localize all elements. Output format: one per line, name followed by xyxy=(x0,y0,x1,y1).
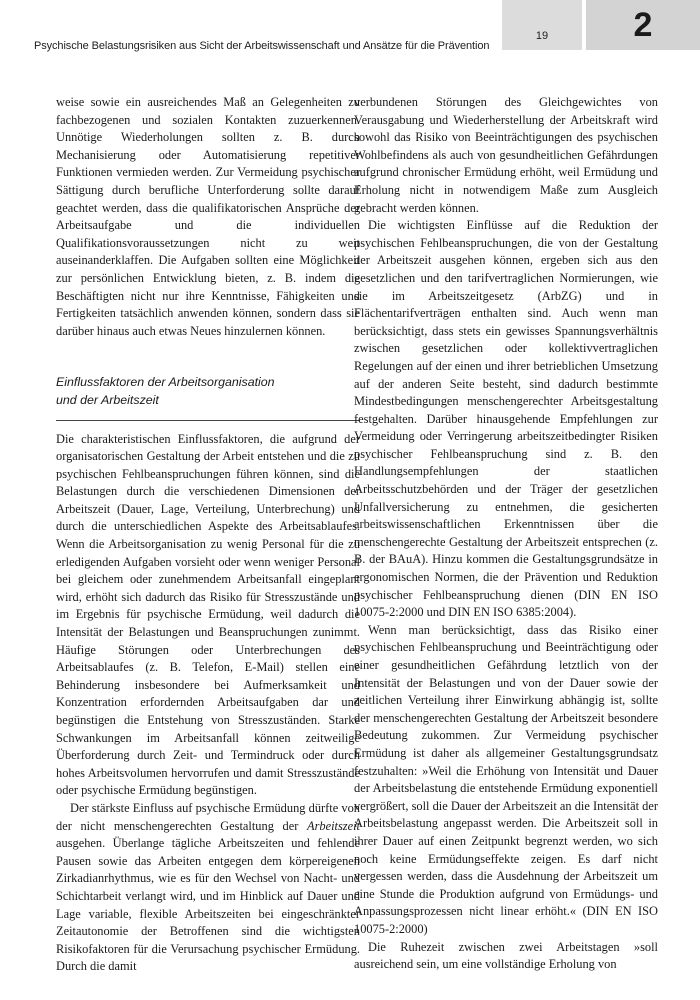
section-heading-line-1: Einflussfaktoren der Arbeitsorganisation xyxy=(56,375,275,390)
left-paragraph-3-part-2: ausgehen. Überlange tägliche Arbeitszeiten und fehlende Pausen sowie das Arbeiten entgegen dem körpereigenen Zirkadianrhythmus, wie es für den Wechsel von Nacht- und Schichtarbeit verlangt wird, und im Hinblick auf Dauer und Lage variable, flexible Arbeitszeiten bei eingeschränkter Zeitautonomie der Betroffenen sind die wichtigsten Risikofaktoren für die Verursachung psychischer Ermüdung. Durch die damit xyxy=(56,836,360,974)
chapter-box xyxy=(586,0,700,50)
page-number-box xyxy=(502,0,582,50)
section-heading-line-2: und der Arbeitszeit xyxy=(56,392,159,407)
left-paragraph-3-emphasis: Arbeitszeit xyxy=(307,818,360,833)
left-column xyxy=(56,94,360,976)
right-paragraph-4: Die Ruhezeit zwischen zwei Arbeitstagen »soll ausreichend sein, um eine vollständige Erholung von xyxy=(354,939,658,972)
right-paragraph-3: Wenn man berücksichtigt, dass das Risiko einer psychischen Fehlbeanspruchung und Beeinträchtigung oder einer gesundheitlichen Gefährdung letztlich von der Intensität der Belastungen und von der Dauer sowie der zeitlichen Verteilung ihrer Einwirkung abhängig ist, sollte der menschengerechten Gestaltung der Arbeitszeit besondere Bedeutung zukommen. Zur Vermeidung psychischer Ermüdung ist daher als allgemeiner Gestaltungsgrundsatz festzuhalten: »Weil die Erhöhung von Intensität und Dauer der Arbeitsbelastung die entstehende Ermüdung exponentiell vergrößert, soll die Dauer der Arbeitszeit an die Intensität der Arbeitsbelastung angepasst werden. Die Arbeitszeit soll in ihrer Dauer auf einen Zeitpunkt begrenzt werden, wo sich noch keine Ermüdungseffekte zeigen. Es darf nicht vergessen werden, dass die Ausdehnung der Arbeitszeit um eine Stunde die Produktion aufgrund von Ermüdungs- und Anpassungsprozessen nicht linear erhöht.« (DIN EN ISO 10075-2:2000) xyxy=(354,622,658,936)
section-heading xyxy=(56,374,360,409)
running-title: Psychische Belastungsrisiken aus Sicht der Arbeitswissenschaft und Ansätze für die Prävention xyxy=(34,40,490,52)
right-paragraph-2: Die wichtigsten Einflüsse auf die Reduktion der psychischen Fehlbeanspruchungen, die von der Gestaltung der Arbeitszeit ausgehen können, ergeben sich aus den gesetzlichen und den tarifvertraglichen Normierungen, wie sie im Arbeitszeitgesetz (ArbZG) und in Flächentarifverträgen enthalten sind. Auch wenn man berücksichtigt, dass stets ein gewisses Spannungsverhältnis zwischen gesetzlichen oder kollektivvertraglichen Regelungen auf der einen und ihrer betrieblichen Umsetzung auf der anderen Seite besteht, sind dadurch bestimmte Mindestbedingungen menschengerechter Arbeitsgestaltung festgehalten. Darüber hinausgehende Empfehlungen zur Vermeidung oder Verringerung arbeitszeitbedingter Risiken psychischer Fehlbeanspruchung sind z. B. den Handlungsempfehlungen der staatlichen Arbeitsschutzbehörden und der Träger der gesetzlichen Unfallversicherung zu entnehmen, die gesicherten arbeitswissenschaftlichen Erkenntnissen über die menschengerechte Gestaltung der Arbeitszeit entsprechen (z. B. der BAuA). Hinzu kommen die Gestaltungsgrundsätze in ergonomischen Normen, die der Prävention und Reduktion psychischer Fehlbeanspruchung dienen (DIN EN ISO 10075-2:2000 und DIN EN ISO 6385:2004). xyxy=(354,218,658,620)
page-number: 19 xyxy=(535,30,549,42)
page-header xyxy=(0,0,700,62)
heading-rule xyxy=(56,420,360,421)
left-paragraph-1: weise sowie ein ausreichendes Maß an Gelegenheiten zu fachbezogenen und sozialen Kontakten zuzuerkennen. Unnötige Wiederholungen sollten z. B. durch Mechanisierung oder Automatisierung repetitiver Funktionen vermieden werden. Zur Vermeidung psychischer Sättigung durch berufliche Unterforderung sollte darauf geachtet werden, dass die qualifikatorischen Ansprüche der Arbeitsaufgabe und die individuellen Qualifikationsvoraussetzungen nicht zu weit auseinanderklaffen. Die Aufgaben sollten eine Möglichkeit zur persönlichen Entwicklung bieten, z. B. indem die Beschäftigten nicht nur ihre Kenntnisse, Fähigkeiten und Fertigkeiten tatsächlich anwenden können, sondern dass sie darüber hinaus auch etwas Neues hinzulernen können. xyxy=(56,95,360,338)
right-paragraph-1: verbundenen Störungen des Gleichgewichtes von Verausgabung und Wiederherstellung der Arbeitskraft wird sowohl das Risiko von Beeinträchtigungen des psychischen Wohlbefindens als auch von gesundheitlichen Gefährdungen aufgrund chronischer Ermüdung erhöht, weil Ermüdung und Erholung nicht in notwendigem Maße zum Ausgleich gebracht werden können. xyxy=(354,95,658,215)
left-paragraph-2: Die charakteristischen Einflussfaktoren, die aufgrund der organisatorischen Gestaltung der Arbeit entstehen und die zu psychischen Fehlbeanspruchungen führen können, sind die Belastungen durch die verschiedenen Dimensionen der Arbeitszeit (Dauer, Lage, Verteilung, Unterbrechung) und durch die unterschiedlichen Aspekte des Arbeitsablaufes. Wenn die Arbeitsorganisation zu wenig Personal für die zu erledigenden Aufgaben vorsieht oder wenn weniger Personal bei gleichem oder zunehmendem Arbeitsanfall eingeplant wird, erhöht sich dadurch das Risiko für Stresszustände und im Ergebnis für psychische Ermüdung, weil dadurch die Intensität der Belastungen und Beanspruchungen zunimmt. Häufige Störungen oder Unterbrechungen des Arbeitsablaufes (z. B. Telefon, E-Mail) stellen eine Behinderung insbesondere bei Aufmerksamkeit und Konzentration erfordernden Arbeitsaufgaben dar und begünstigen die Entstehung von Stresszuständen. Starke Schwankungen im Arbeitsanfall können zeitweilige Überforderung durch Zeit- und Termindruck oder durch hohes Arbeitsvolumen hervorrufen und damit Stresszustände oder psychische Ermüdung begünstigen. xyxy=(56,431,360,798)
left-paragraph-3 xyxy=(56,800,360,976)
chapter-number: 2 xyxy=(633,6,653,44)
left-paragraph-3-part-1: Der stärkste Einfluss auf psychische Ermüdung dürfte von der nicht menschengerechten Gestaltung der xyxy=(56,800,360,833)
right-column xyxy=(354,94,658,974)
